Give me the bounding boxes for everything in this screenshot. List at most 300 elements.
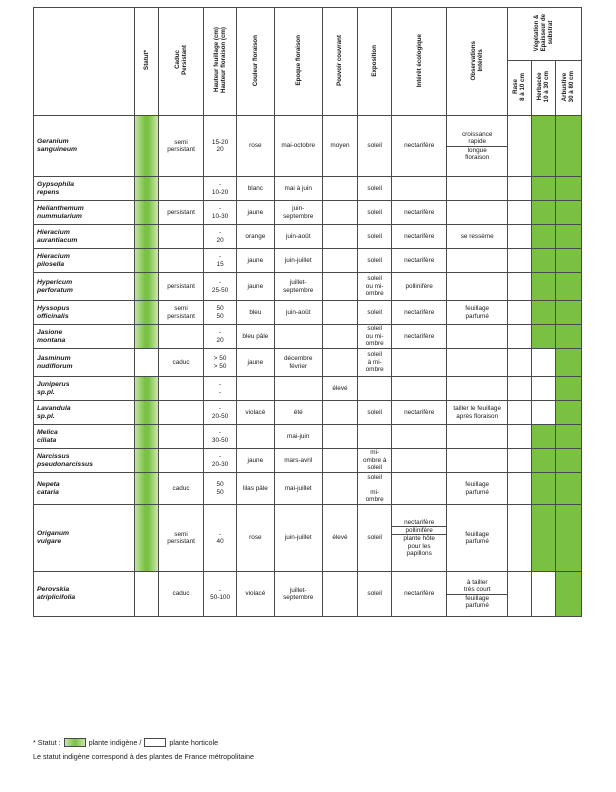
header-epoque: Epoque floraison <box>274 8 322 116</box>
interet-cell-part: nectarifère <box>404 332 435 340</box>
hauteur-feuillage: - <box>219 279 222 287</box>
caduc-cell <box>158 449 204 473</box>
hauteur-floraison: 30-50 <box>211 436 229 444</box>
rase-cell <box>508 449 532 473</box>
pouvoir-cell <box>322 449 358 473</box>
hauteur-cell <box>204 473 237 505</box>
couleur-cell: lilas pâle <box>236 473 274 505</box>
header-observations: Observations Intérêts <box>447 8 508 116</box>
hauteur-floraison: 10-30 <box>211 212 229 220</box>
herbacee-cell <box>531 505 555 572</box>
caduc-cell: caduc <box>158 572 204 617</box>
exposition-cell: soleil <box>358 301 392 325</box>
plant-table <box>33 7 582 617</box>
hauteur-cell <box>204 349 237 377</box>
interet-cell <box>392 505 447 572</box>
observations-cell <box>447 425 508 449</box>
plant-name: Narcissus pseudonarcissus <box>34 449 135 473</box>
epoque-cell: mars-avril <box>274 449 322 473</box>
pouvoir-cell <box>322 225 358 249</box>
arbustive-cell <box>555 449 581 473</box>
herbacee-cell <box>531 116 555 177</box>
exposition-cell: soleil ou mi- ombre <box>358 273 392 301</box>
pouvoir-cell <box>322 473 358 505</box>
legend-horticole: plante horticole <box>169 738 219 747</box>
observations-cell <box>447 249 508 273</box>
plant-name: Lavandula sp.pl. <box>34 401 135 425</box>
statut-cell <box>134 201 158 225</box>
couleur-cell: orange <box>236 225 274 249</box>
herbacee-cell <box>531 249 555 273</box>
plant-name: Origanum vulgare <box>34 505 135 572</box>
couleur-cell: jaune <box>236 349 274 377</box>
header-caduc: Caduc Persistant <box>158 8 204 116</box>
table-row <box>34 177 582 201</box>
exposition-cell: soleil <box>358 505 392 572</box>
statut-cell <box>134 116 158 177</box>
table-row <box>34 473 582 505</box>
plant-name: Melica ciliata <box>34 425 135 449</box>
hauteur-feuillage: 50 <box>216 305 224 313</box>
interet-cell <box>392 201 447 225</box>
couleur-cell: jaune <box>236 449 274 473</box>
interet-cell <box>392 225 447 249</box>
hauteur-feuillage: - <box>219 405 222 413</box>
hauteur-floraison: 50-100 <box>210 594 231 601</box>
table-row <box>34 349 582 377</box>
couleur-cell: bleu pâle <box>236 325 274 349</box>
statut-cell <box>134 273 158 301</box>
interet-cell <box>392 116 447 177</box>
hauteur-cell <box>204 401 237 425</box>
statut-cell <box>134 225 158 249</box>
couleur-cell: jaune <box>236 273 274 301</box>
header-blank <box>34 8 135 116</box>
pouvoir-cell <box>322 249 358 273</box>
observations-cell <box>447 325 508 349</box>
epoque-cell: mai-juin <box>274 425 322 449</box>
interet-cell-part: nectarifère <box>404 308 435 316</box>
interet-cell-part: plante hôte pour les papillons <box>392 534 446 557</box>
hauteur-feuillage: - <box>219 453 222 461</box>
hauteur-floraison: 50 <box>216 312 224 320</box>
arbustive-cell <box>555 116 581 177</box>
hauteur-feuillage: - <box>219 429 222 437</box>
couleur-cell: jaune <box>236 249 274 273</box>
legend <box>33 738 254 761</box>
epoque-cell: juin-août <box>274 301 322 325</box>
interet-cell <box>392 273 447 301</box>
hauteur-cell <box>204 505 237 572</box>
interet-cell-part: nectarifère <box>404 518 435 526</box>
table-row <box>34 425 582 449</box>
statut-cell <box>134 325 158 349</box>
statut-cell <box>134 177 158 201</box>
interet-cell <box>392 249 447 273</box>
pouvoir-cell <box>322 273 358 301</box>
interet-cell <box>392 401 447 425</box>
observations-cell-part: feuillage parfumé <box>465 481 490 496</box>
exposition-cell: soleil <box>358 201 392 225</box>
epoque-cell: juin-juillet <box>274 249 322 273</box>
hauteur-cell <box>204 425 237 449</box>
observations-cell <box>447 572 508 617</box>
arbustive-cell <box>555 425 581 449</box>
table-row <box>34 505 582 572</box>
herbacee-cell <box>531 377 555 401</box>
table-row <box>34 201 582 225</box>
table-row <box>34 301 582 325</box>
statut-cell <box>134 349 158 377</box>
table-row <box>34 249 582 273</box>
caduc-cell <box>158 177 204 201</box>
epoque-cell: mai-octobre <box>274 116 322 177</box>
table-row <box>34 449 582 473</box>
herbacee-cell <box>531 177 555 201</box>
pouvoir-cell <box>322 572 358 617</box>
arbustive-cell <box>555 273 581 301</box>
epoque-cell <box>274 377 322 401</box>
epoque-cell: été <box>274 401 322 425</box>
epoque-cell: juin-août <box>274 225 322 249</box>
pouvoir-cell <box>322 401 358 425</box>
exposition-cell: soleil ou mi- ombre <box>358 325 392 349</box>
exposition-cell: soleil <box>358 177 392 201</box>
arbustive-cell <box>555 505 581 572</box>
interet-cell <box>392 425 447 449</box>
interet-cell <box>392 301 447 325</box>
indigene-swatch <box>64 738 86 747</box>
interet-cell-part: nectarifère <box>404 256 435 264</box>
arbustive-cell <box>555 249 581 273</box>
rase-cell <box>508 116 532 177</box>
epoque-cell: mai-juillet <box>274 473 322 505</box>
couleur-cell: violacé <box>236 401 274 425</box>
table-row <box>34 225 582 249</box>
caduc-cell: caduc <box>158 349 204 377</box>
rase-cell <box>508 177 532 201</box>
statut-cell <box>134 249 158 273</box>
interet-cell <box>392 177 447 201</box>
couleur-cell: rose <box>236 505 274 572</box>
couleur-cell: blanc <box>236 177 274 201</box>
rase-cell <box>508 301 532 325</box>
exposition-cell <box>358 377 392 401</box>
observations-cell <box>447 225 508 249</box>
hauteur-floraison: 25-50 <box>211 286 229 294</box>
hauteur-cell <box>204 273 237 301</box>
herbacee-cell <box>531 473 555 505</box>
herbacee-cell <box>531 425 555 449</box>
plant-name: Juniperus sp.pl. <box>34 377 135 401</box>
exposition-cell: soleil <box>358 116 392 177</box>
couleur-cell: jaune <box>236 201 274 225</box>
exposition-cell: mi- ombre à soleil <box>358 449 392 473</box>
statut-cell <box>134 301 158 325</box>
plant-name: Helianthemum nummularium <box>34 201 135 225</box>
caduc-cell <box>158 425 204 449</box>
hauteur-floraison: 20 <box>216 236 224 244</box>
pouvoir-cell <box>322 177 358 201</box>
plant-name: Hyssopus officinalis <box>34 301 135 325</box>
observations-cell-part: feuillage parfumé <box>465 530 490 545</box>
header-interet: Intérêt écologique <box>392 8 447 116</box>
hauteur-floraison: 15 <box>216 260 224 268</box>
herbacee-cell <box>531 201 555 225</box>
caduc-cell <box>158 225 204 249</box>
header-hauteur: Hauteur feuillage (cm) Hauteur floraison (cm) <box>204 8 237 116</box>
observations-cell-part: tailler le feuillage après floraison <box>453 405 502 420</box>
interet-cell <box>392 572 447 617</box>
table-row <box>34 273 582 301</box>
epoque-cell: juillet- septembre <box>274 273 322 301</box>
couleur-cell <box>236 377 274 401</box>
observations-cell <box>447 201 508 225</box>
interet-cell-part: nectarifère <box>404 408 435 416</box>
observations-cell <box>447 177 508 201</box>
plant-name: Hieracium aurantiacum <box>34 225 135 249</box>
plant-name: Nepeta cataria <box>34 473 135 505</box>
caduc-cell: persistant <box>158 201 204 225</box>
pouvoir-cell <box>322 325 358 349</box>
observations-cell <box>447 401 508 425</box>
hauteur-cell <box>204 572 237 617</box>
herbacee-cell <box>531 449 555 473</box>
caduc-cell: persistant <box>158 273 204 301</box>
hauteur-floraison: > 50 <box>213 362 227 370</box>
interet-cell-part: nectarifère <box>404 232 435 240</box>
observations-cell <box>447 301 508 325</box>
hauteur-floraison: 20-50 <box>211 412 229 420</box>
table-row <box>34 401 582 425</box>
observations-cell <box>447 116 508 177</box>
exposition-cell: soleil <box>358 249 392 273</box>
pouvoir-cell: élevé <box>322 505 358 572</box>
caduc-cell: caduc <box>158 473 204 505</box>
hauteur-cell <box>204 116 237 177</box>
arbustive-cell <box>555 325 581 349</box>
header-pouvoir: Pouvoir couvrant <box>322 8 358 116</box>
hauteur-feuillage: 15-20 <box>211 138 229 146</box>
hauteur-cell <box>204 177 237 201</box>
rase-cell <box>508 349 532 377</box>
rase-cell <box>508 225 532 249</box>
plant-name: Jasione montana <box>34 325 135 349</box>
rase-cell <box>508 425 532 449</box>
observations-cell <box>447 505 508 572</box>
rase-cell <box>508 473 532 505</box>
statut-cell <box>134 572 158 617</box>
header-vegetation: Végétation & Epaisseur de substrat <box>508 8 582 61</box>
hauteur-cell <box>204 301 237 325</box>
caduc-cell <box>158 377 204 401</box>
rase-cell <box>508 401 532 425</box>
hauteur-cell <box>204 201 237 225</box>
herbacee-cell <box>531 301 555 325</box>
rase-cell <box>508 377 532 401</box>
hauteur-cell <box>204 449 237 473</box>
hauteur-cell <box>204 249 237 273</box>
rase-cell <box>508 249 532 273</box>
exposition-cell: soleil à mi- ombre <box>358 349 392 377</box>
plant-name: Perovskia atriplicifolia <box>34 572 135 617</box>
observations-cell-part: se ressème <box>460 232 494 240</box>
hauteur-cell <box>204 225 237 249</box>
epoque-cell: mai à juin <box>274 177 322 201</box>
observations-cell-part: feuillage parfumé <box>465 305 490 320</box>
herbacee-cell <box>531 349 555 377</box>
epoque-cell <box>274 325 322 349</box>
caduc-cell <box>158 249 204 273</box>
herbacee-cell <box>531 273 555 301</box>
interet-cell-part: nectarifère <box>404 590 435 598</box>
statut-cell <box>134 505 158 572</box>
header-statut: Statut* <box>134 8 158 116</box>
hauteur-cell <box>204 377 237 401</box>
rase-cell <box>508 505 532 572</box>
caduc-cell <box>158 401 204 425</box>
arbustive-cell <box>555 473 581 505</box>
hauteur-feuillage: - <box>219 586 222 594</box>
header-couleur: Couleur floraison <box>236 8 274 116</box>
arbustive-cell <box>555 301 581 325</box>
interet-cell <box>392 473 447 505</box>
legend-prefix: * Statut : <box>33 738 61 747</box>
table-row <box>34 116 582 177</box>
arbustive-cell <box>555 377 581 401</box>
hauteur-feuillage: - <box>219 181 222 189</box>
hauteur-floraison: 40 <box>216 538 224 545</box>
interet-cell-part: nectarifère <box>404 142 435 150</box>
interet-cell <box>392 377 447 401</box>
hauteur-floraison: 20 <box>216 146 224 153</box>
plant-rows <box>34 116 582 617</box>
arbustive-cell <box>555 225 581 249</box>
exposition-cell: soleil mi- ombre <box>358 473 392 505</box>
herbacee-cell <box>531 325 555 349</box>
epoque-cell: juillet- septembre <box>274 572 322 617</box>
caduc-cell <box>158 325 204 349</box>
observations-cell <box>447 273 508 301</box>
hauteur-feuillage: - <box>219 253 222 261</box>
hauteur-floraison: 50 <box>216 488 224 496</box>
couleur-cell: rose <box>236 116 274 177</box>
caduc-cell: semi persistant <box>158 505 204 572</box>
header-rase: Rase 8 à 10 cm <box>508 61 532 116</box>
epoque-cell: juin-juillet <box>274 505 322 572</box>
pouvoir-cell <box>322 349 358 377</box>
exposition-cell: soleil <box>358 401 392 425</box>
observations-cell <box>447 349 508 377</box>
hauteur-cell <box>204 325 237 349</box>
statut-cell <box>134 473 158 505</box>
header-arbustive: Arbustive 30 à 80 cm <box>555 61 581 116</box>
epoque-cell: juin- septembre <box>274 201 322 225</box>
plant-name: Gypsophila repens <box>34 177 135 201</box>
table-row <box>34 325 582 349</box>
caduc-cell: semi persistant <box>158 116 204 177</box>
interet-cell <box>392 349 447 377</box>
hauteur-feuillage: 50 <box>216 481 224 489</box>
statut-cell <box>134 425 158 449</box>
legend-indigene: plante indigène / <box>88 738 142 747</box>
hauteur-floraison: 20 <box>216 336 224 344</box>
arbustive-cell <box>555 201 581 225</box>
epoque-cell: décembre février <box>274 349 322 377</box>
rase-cell <box>508 273 532 301</box>
observations-cell-part: croissance rapide <box>461 130 493 146</box>
arbustive-cell <box>555 177 581 201</box>
pouvoir-cell <box>322 301 358 325</box>
hauteur-feuillage: - <box>219 329 222 337</box>
horticole-swatch <box>144 738 166 747</box>
rase-cell <box>508 572 532 617</box>
observations-cell-part: feuillage parfumé <box>447 594 507 610</box>
pouvoir-cell: élevé <box>322 377 358 401</box>
hauteur-floraison: 10-20 <box>211 188 229 196</box>
hauteur-feuillage: - <box>219 205 222 213</box>
plant-name: Jasminum nudiflorum <box>34 349 135 377</box>
interet-cell-part: pollinifère <box>405 282 433 290</box>
herbacee-cell <box>531 572 555 617</box>
pouvoir-cell <box>322 201 358 225</box>
table-row <box>34 377 582 401</box>
exposition-cell: soleil <box>358 225 392 249</box>
header-exposition: Exposition <box>358 8 392 116</box>
exposition-cell <box>358 425 392 449</box>
pouvoir-cell: moyen <box>322 116 358 177</box>
couleur-cell: violacé <box>236 572 274 617</box>
table-row <box>34 572 582 617</box>
plant-name: Hypericum perforatum <box>34 273 135 301</box>
couleur-cell <box>236 425 274 449</box>
plant-name: Hieracium pilosella <box>34 249 135 273</box>
observations-cell <box>447 377 508 401</box>
herbacee-cell <box>531 401 555 425</box>
hauteur-feuillage: - <box>219 381 222 389</box>
arbustive-cell <box>555 349 581 377</box>
arbustive-cell <box>555 401 581 425</box>
statut-cell <box>134 377 158 401</box>
legend-note: Le statut indigène correspond à des plantes de France métropolitaine <box>33 752 254 761</box>
caduc-cell: semi persistant <box>158 301 204 325</box>
exposition-cell: soleil <box>358 572 392 617</box>
observations-cell <box>447 473 508 505</box>
hauteur-floraison: 20-30 <box>211 460 229 468</box>
interet-cell <box>392 449 447 473</box>
couleur-cell: bleu <box>236 301 274 325</box>
hauteur-feuillage: - <box>219 229 222 237</box>
interet-cell <box>392 325 447 349</box>
plant-name: Geranium sanguineum <box>34 116 135 177</box>
observations-cell-part: longue floraison <box>447 146 507 162</box>
observations-cell <box>447 449 508 473</box>
pouvoir-cell <box>322 425 358 449</box>
rase-cell <box>508 201 532 225</box>
hauteur-feuillage: - <box>219 530 222 538</box>
header-herbacee: Herbacée 10 à 30 cm <box>531 61 555 116</box>
herbacee-cell <box>531 225 555 249</box>
interet-cell-part: pollinifère <box>392 526 446 534</box>
hauteur-floraison: - <box>219 388 222 396</box>
rase-cell <box>508 325 532 349</box>
arbustive-cell <box>555 572 581 617</box>
interet-cell-part: nectarifère <box>404 208 435 216</box>
statut-cell <box>134 401 158 425</box>
statut-cell <box>134 449 158 473</box>
hauteur-feuillage: > 50 <box>213 355 227 363</box>
observations-cell-part: à tailler très court <box>463 578 491 594</box>
